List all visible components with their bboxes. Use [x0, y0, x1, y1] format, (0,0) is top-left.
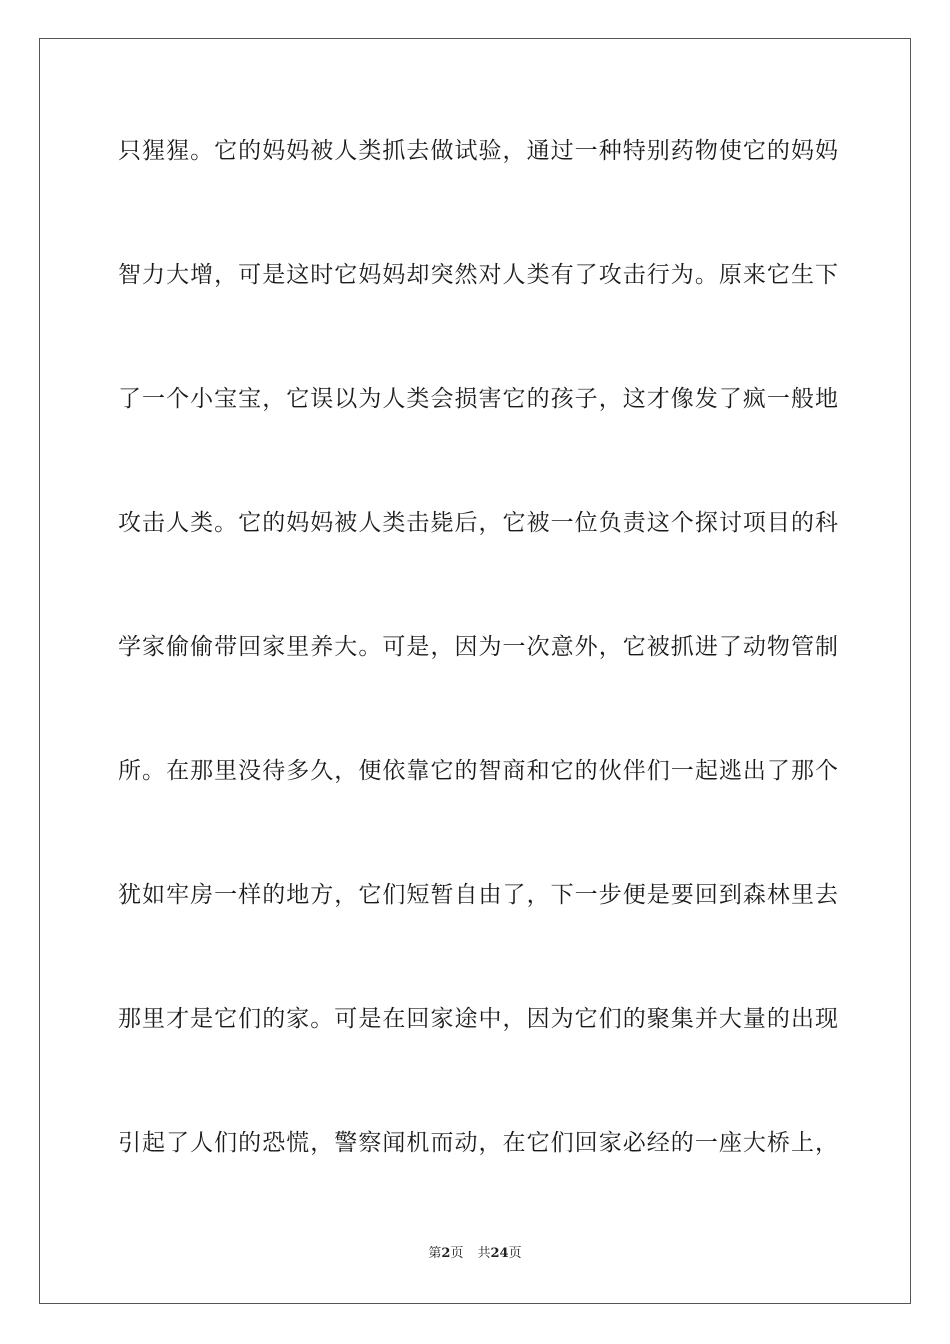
total-prefix: 共: [477, 1246, 491, 1261]
page-frame: [39, 38, 911, 1304]
text-line-7: 犹如牢房一样的地方，它们短暂自由了，下一步便是要回到森林里去: [118, 882, 838, 908]
total-suffix: 页: [508, 1246, 522, 1261]
total-pages: 24: [490, 1246, 509, 1261]
text-line-5: 学家偷偷带回家里养大。可是，因为一次意外，它被抓进了动物管制: [118, 634, 838, 660]
text-line-8: 那里才是它们的家。可是在回家途中，因为它们的聚集并大量的出现: [118, 1006, 838, 1032]
page-footer: [0, 1244, 950, 1264]
text-line-4: 攻击人类。它的妈妈被人类击毙后，它被一位负责这个探讨项目的科: [118, 510, 838, 536]
page-suffix: 页: [450, 1246, 464, 1261]
text-line-9: 引起了人们的恐慌，警察闻机而动，在它们回家必经的一座大桥上，: [118, 1130, 838, 1156]
text-line-6: 所。在那里没待多久，便依靠它的智商和它的伙伴们一起逃出了那个: [118, 758, 838, 784]
text-line-2: 智力大增，可是这时它妈妈却突然对人类有了攻击行为。原来它生下: [118, 262, 838, 288]
page-number: 2: [441, 1246, 451, 1261]
text-line-3: 了一个小宝宝，它误以为人类会损害它的孩子，这才像发了疯一般地: [118, 386, 838, 412]
text-line-1: 只猩猩。它的妈妈被人类抓去做试验，通过一种特别药物使它的妈妈: [118, 138, 838, 164]
page-prefix: 第: [428, 1246, 442, 1261]
